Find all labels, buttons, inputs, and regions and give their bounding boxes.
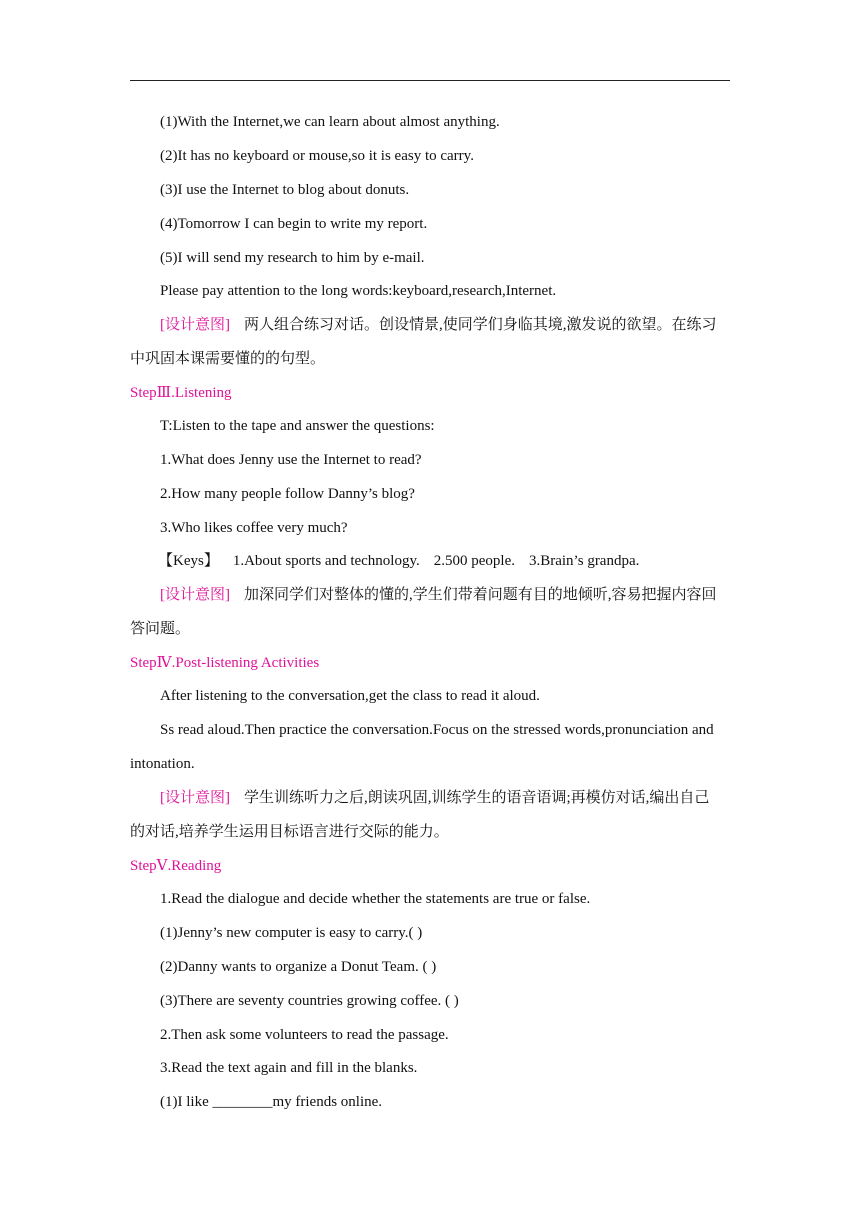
reading-task-1: 1.Read the dialogue and decide whether the statements are true or false. bbox=[160, 891, 591, 907]
design-intent-tag: [设计意图] bbox=[160, 790, 230, 806]
statement-2: (2)Danny wants to organize a Donut Team. ( ) bbox=[160, 959, 437, 975]
design-intent-tag: [设计意图] bbox=[160, 317, 230, 333]
design-intent-tag: [设计意图] bbox=[160, 587, 230, 603]
statement-1: (1)Jenny’s new computer is easy to carry.( ) bbox=[160, 925, 423, 941]
design-intent-3 bbox=[160, 788, 709, 808]
step-5-heading: StepⅤ.Reading bbox=[130, 858, 222, 874]
key-3: 3.Brain’s grandpa. bbox=[528, 553, 640, 569]
design-intent-text: 加深同学们对整体的懂的,学生们带着问题有目的地倾听,容易把握内容回 bbox=[244, 587, 717, 603]
question-3: 3.Who likes coffee very much? bbox=[160, 520, 348, 536]
key-2: 2.500 people. bbox=[433, 553, 515, 569]
sentence-1: (1)With the Internet,we can learn about almost anything. bbox=[160, 114, 500, 130]
keys-line bbox=[158, 551, 639, 571]
statement-3: (3)There are seventy countries growing coffee. ( ) bbox=[160, 993, 459, 1009]
sentence-3: (3)I use the Internet to blog about donuts. bbox=[160, 182, 410, 198]
keys-label: 【Keys】 bbox=[158, 553, 219, 569]
design-intent-text: 两人组合练习对话。创设情景,使同学们身临其境,激发说的欲望。在练习 bbox=[244, 317, 717, 333]
reading-task-2: 2.Then ask some volunteers to read the passage. bbox=[160, 1027, 449, 1043]
sentence-4: (4)Tomorrow I can begin to write my report. bbox=[160, 216, 428, 232]
step-4-heading: StepⅣ.Post-listening Activities bbox=[130, 655, 320, 671]
reading-task-3: 3.Read the text again and fill in the blanks. bbox=[160, 1060, 418, 1076]
sentence-2: (2)It has no keyboard or mouse,so it is easy to carry. bbox=[160, 148, 474, 164]
listening-intro: T:Listen to the tape and answer the questions: bbox=[160, 418, 435, 434]
header-rule bbox=[130, 80, 730, 81]
sentence-5: (5)I will send my research to him by e-mail. bbox=[160, 250, 425, 266]
key-1: 1.About sports and technology. bbox=[232, 553, 420, 569]
design-intent-2 bbox=[160, 585, 717, 605]
design-intent-3-cont: 的对话,培养学生运用目标语言进行交际的能力。 bbox=[130, 824, 449, 840]
step-3-heading: StepⅢ.Listening bbox=[130, 385, 232, 401]
post-listening-2: Ss read aloud.Then practice the conversation.Focus on the stressed words,pronunciation and bbox=[160, 722, 714, 738]
question-1: 1.What does Jenny use the Internet to read? bbox=[160, 452, 422, 468]
post-listening-1: After listening to the conversation,get the class to read it aloud. bbox=[160, 688, 540, 704]
long-words-note: Please pay attention to the long words:keyboard,research,Internet. bbox=[160, 283, 557, 299]
fill-blank-1: (1)I like ________my friends online. bbox=[160, 1094, 383, 1110]
design-intent-1 bbox=[160, 315, 717, 335]
post-listening-2-cont: intonation. bbox=[130, 756, 195, 772]
question-2: 2.How many people follow Danny’s blog? bbox=[160, 486, 415, 502]
design-intent-1-cont: 中巩固本课需要懂的的句型。 bbox=[130, 351, 326, 367]
design-intent-2-cont: 答问题。 bbox=[130, 621, 191, 637]
design-intent-text: 学生训练听力之后,朗读巩固,训练学生的语音语调;再模仿对话,编出自己 bbox=[244, 790, 710, 806]
